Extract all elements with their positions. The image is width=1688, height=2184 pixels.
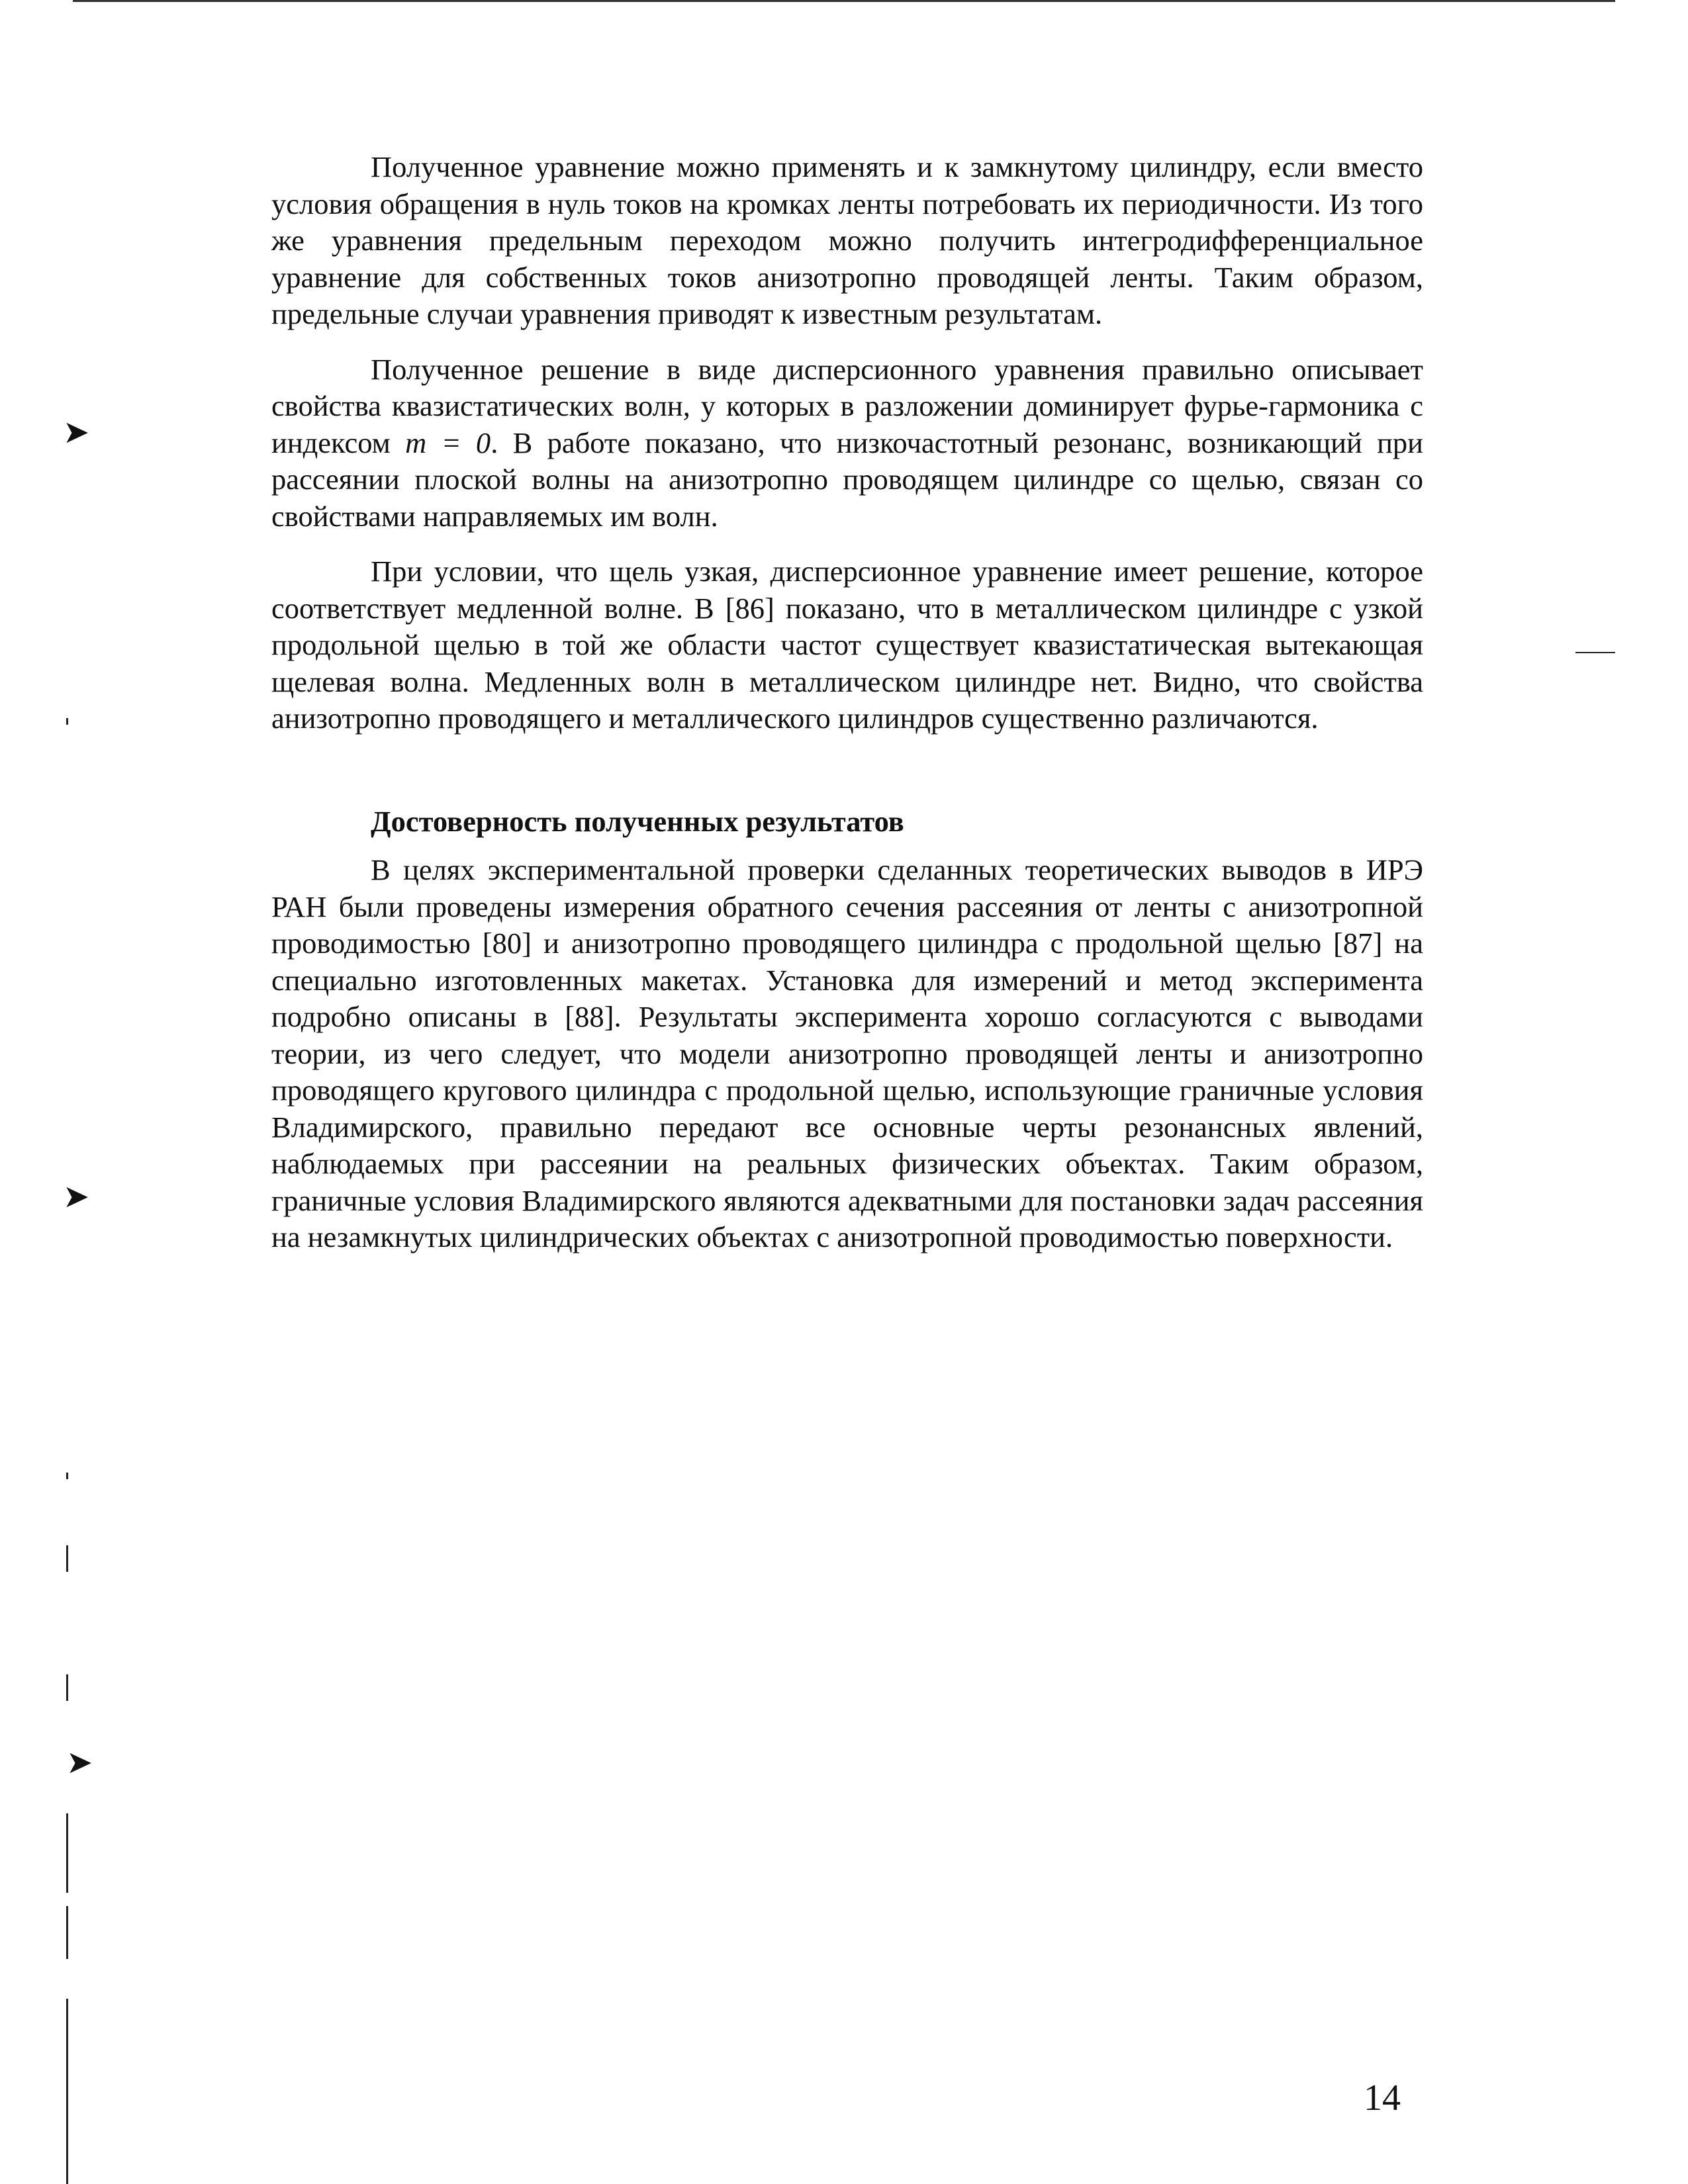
- margin-arrow-mark-2: ➤: [63, 1179, 90, 1214]
- margin-tick: [66, 1473, 68, 1479]
- section-heading: Достоверность полученных результатов: [371, 804, 904, 838]
- margin-tick: [66, 1999, 68, 2184]
- paragraph-1-text: Полученное уравнение можно применять и к замкнутому цилиндру, если вместо условия обращения в нуль токов на кромках ленты потребовать их периодичности. Из того же уравнения предельным переходом можно получить интегродифференциальное уравнение для собственных токов анизотропно проводящей ленты. Таким образом, предельные случаи уравнения приводят к известным результатам.: [271, 150, 1423, 330]
- section-paragraph: [271, 852, 1423, 1256]
- margin-tick: [66, 1545, 68, 1572]
- margin-tick: [66, 718, 68, 725]
- section-paragraph-text: В целях экспериментальной проверки сделанных теоретических выводов в ИРЭ РАН были проведены измерения обратного сечения рассеяния от ленты с анизотропной проводимостью [80] и анизотропно проводящего цилиндра с продольной щелью [87] на специально изготовленных макетах. Установка для измерений и метод эксперимента подробно описаны в [88]. Результаты эксперимента хорошо согласуются с выводами теории, из чего следует, что модели анизотропно проводящей ленты и анизотропно проводящего кругового цилиндра с продольной щелью, использующие граничные условия Владимирского, правильно передают все основные черты резонансных явлений, наблюдаемых при рассеянии на реальных физических объектах. Таким образом, граничные условия Владимирского являются адекватными для постановки задач рассеяния на незамкнутых цилиндрических объектах с анизотропной проводимостью поверхности.: [271, 853, 1423, 1253]
- formula-m-equals-zero: m = 0: [405, 426, 491, 459]
- margin-arrow-mark-1: ➤: [63, 415, 90, 450]
- paragraph-3-text: При условии, что щель узкая, дисперсионное уравнение имеет решение, которое соответствует медленной волне. В [86] показано, что в металлическом цилиндре с узкой продольной щелью в той же области частот существует квазистатическая вытекающая щелевая волна. Медленных волн в металлическом цилиндре нет. Видно, что свойства анизотропно проводящего и металлического цилиндров существенно различаются.: [271, 555, 1423, 735]
- page-number: 14: [1364, 2077, 1401, 2118]
- top-scan-rule: [73, 0, 1615, 2]
- paragraph-2-text-end: . В работе показано, что низкочастотный резонанс, возникающий при рассеянии плоской волны на анизотропно проводящем цилиндре со щелью, связан со свойствами направляемых им волн.: [271, 426, 1423, 533]
- paragraph-1: [271, 149, 1423, 333]
- page-body: [271, 149, 1423, 1256]
- margin-tick: [66, 1674, 68, 1701]
- margin-arrow-mark-3: ➤: [66, 1745, 93, 1780]
- paragraph-3: [271, 553, 1423, 737]
- margin-tick: [66, 1906, 68, 1959]
- paragraph-2-text-start: Полученное решение в виде дисперсионного уравнения правильно описывает свойства квазистатических волн, у которых в разложении доминирует фурье-гармоника с индексом: [271, 352, 1423, 459]
- paragraph-2: [271, 351, 1423, 535]
- margin-tick: [66, 1813, 68, 1893]
- margin-tick: [1575, 652, 1615, 653]
